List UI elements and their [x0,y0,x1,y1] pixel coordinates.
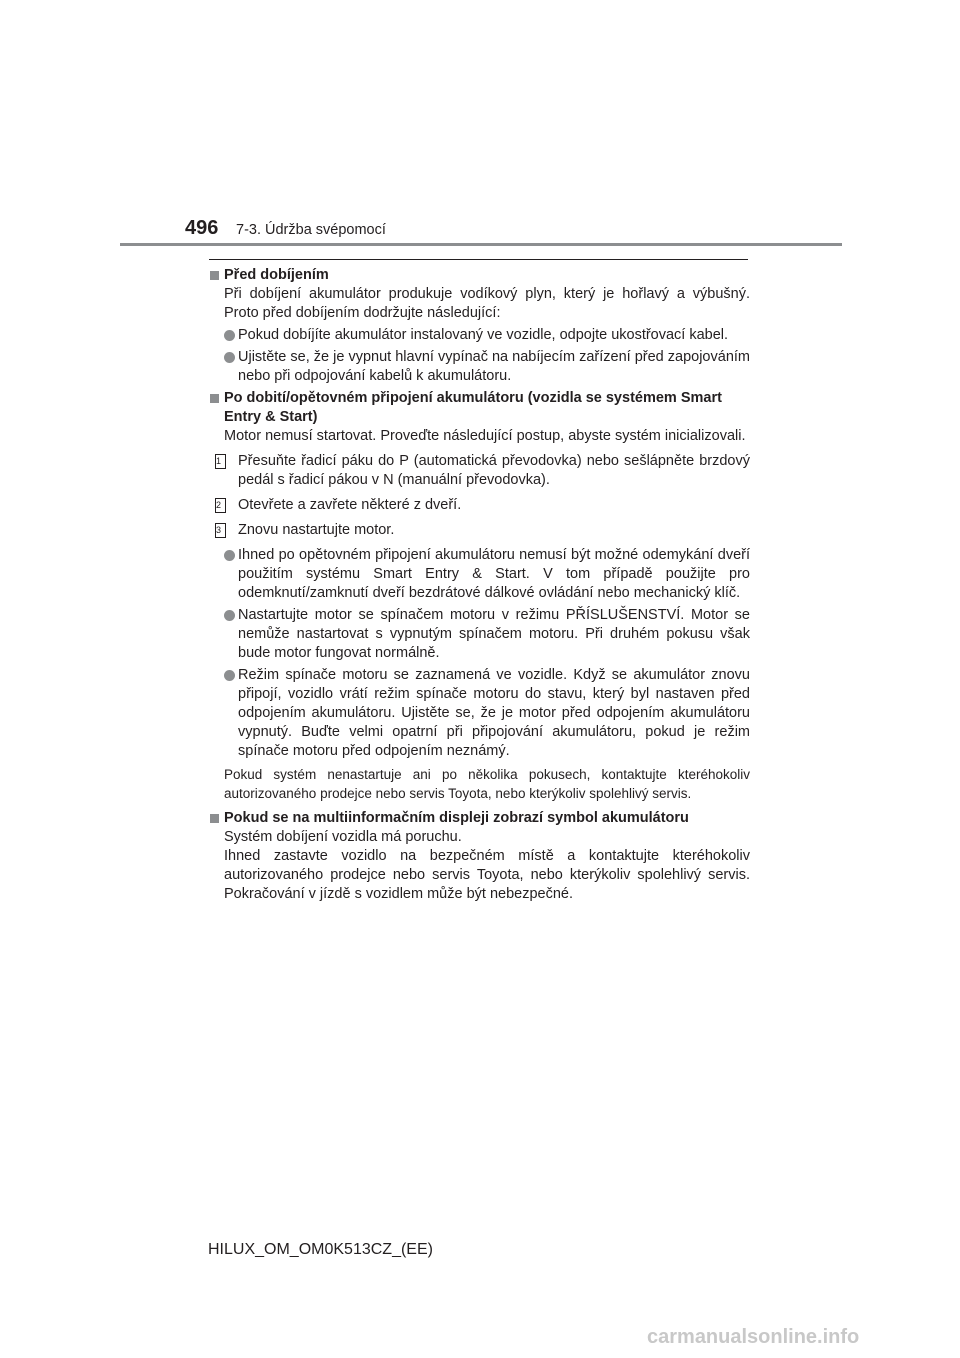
step-item [210,452,750,490]
section-battery-symbol [210,809,750,904]
section-heading [210,809,750,828]
list-item [210,326,750,345]
circle-bullet-icon [224,352,235,363]
step-text: Otevřete a zavřete některé z dveří. [238,497,462,513]
step-number: 1 [215,454,226,469]
section-after-reconnect [210,389,750,803]
list-item-text: Ihned po opětovném připojení akumulátoru nemusí být možné odemykání dveří použitím systému Smart Entry & Start. V tom případě použijte pro odemknutí/zamknutí dveří bezdrátové dálkové ovládání nebo mechanický klíč. [238,547,750,601]
section-heading [210,266,750,285]
circle-bullet-icon [224,670,235,681]
step-number: 3 [215,523,226,538]
step-text: Přesuňte řadicí páku do P (automatická převodovka) nebo sešlápněte brzdový pedál s řadicí pákou v N (manuální převodovka). [238,453,750,488]
page-number: 496 [185,217,219,239]
list-item [210,348,750,386]
square-bullet-icon [210,271,219,280]
heading-text: Pokud se na multiinformačním displeji zobrazí symbol akumulátoru [224,810,689,826]
list-item [210,666,750,761]
page-content [210,266,750,907]
section-heading [210,389,750,427]
step-number: 2 [215,498,226,513]
watermark: carmanualsonline.info [647,1326,860,1348]
square-bullet-icon [210,394,219,403]
document-code: HILUX_OM_OM0K513CZ_(EE) [208,1241,433,1258]
heading-text: Před dobíjením [224,267,329,283]
list-item-text: Pokud dobíjíte akumulátor instalovaný ve vozidle, odpojte ukostřovací kabel. [238,327,729,343]
heading-text: Po dobití/opětovném připojení akumulátoru (vozidla se systémem Smart Entry & Start) [224,390,722,425]
paragraph: Motor nemusí startovat. Proveďte následující postup, abyste systém inicializovali. [224,428,746,444]
step-text: Znovu nastartujte motor. [238,522,395,538]
circle-bullet-icon [224,550,235,561]
paragraph: Systém dobíjení vozidla má poruchu. [224,829,462,845]
circle-bullet-icon [224,330,235,341]
section-title: 7-3. Údržba svépomocí [236,222,386,238]
list-item [210,606,750,663]
step-item [210,496,750,515]
circle-bullet-icon [224,610,235,621]
header-rule [120,243,842,246]
note-paragraph: Pokud systém nenastartuje ani po několika pokusech, kontaktujte kteréhokoliv autorizovaného prodejce nebo servis Toyota, nebo kterýkoliv spolehlivý servis. [224,767,750,801]
list-item-text: Ujistěte se, že je vypnut hlavní vypínač na nabíjecím zařízení před zapojováním nebo při odpojování kabelů k akumulátoru. [238,349,750,384]
content-top-rule [209,259,748,260]
square-bullet-icon [210,814,219,823]
step-item [210,521,750,540]
section-before-charging [210,266,750,386]
paragraph: Při dobíjení akumulátor produkuje vodíkový plyn, který je hořlavý a výbušný. Proto před dobíjením dodržujte následující: [224,286,750,321]
list-item-text: Nastartujte motor se spínačem motoru v režimu PŘÍSLUŠENSTVÍ. Motor se nemůže nastartovat s vypnutým spínačem motoru. Při druhém pokusu však bude motor fungovat normálně. [238,607,750,661]
list-item-text: Režim spínače motoru se zaznamená ve vozidle. Když se akumulátor znovu připojí, vozidlo vrátí režim spínače motoru do stavu, který byl nastaven před odpojením akumulátoru. Ujistěte se, že je motor před odpojením akumulátoru vypnutý. Buďte velmi opatrní při připojování akumulátoru, pokud je režim spínače motoru před odpojením neznámý. [238,667,750,759]
list-item [210,546,750,603]
paragraph: Ihned zastavte vozidlo na bezpečném místě a kontaktujte kteréhokoliv autorizovaného prodejce nebo servis Toyota, nebo kterýkoliv spolehlivý servis. Pokračování v jízdě s vozidlem může být nebezpečné. [224,848,750,902]
